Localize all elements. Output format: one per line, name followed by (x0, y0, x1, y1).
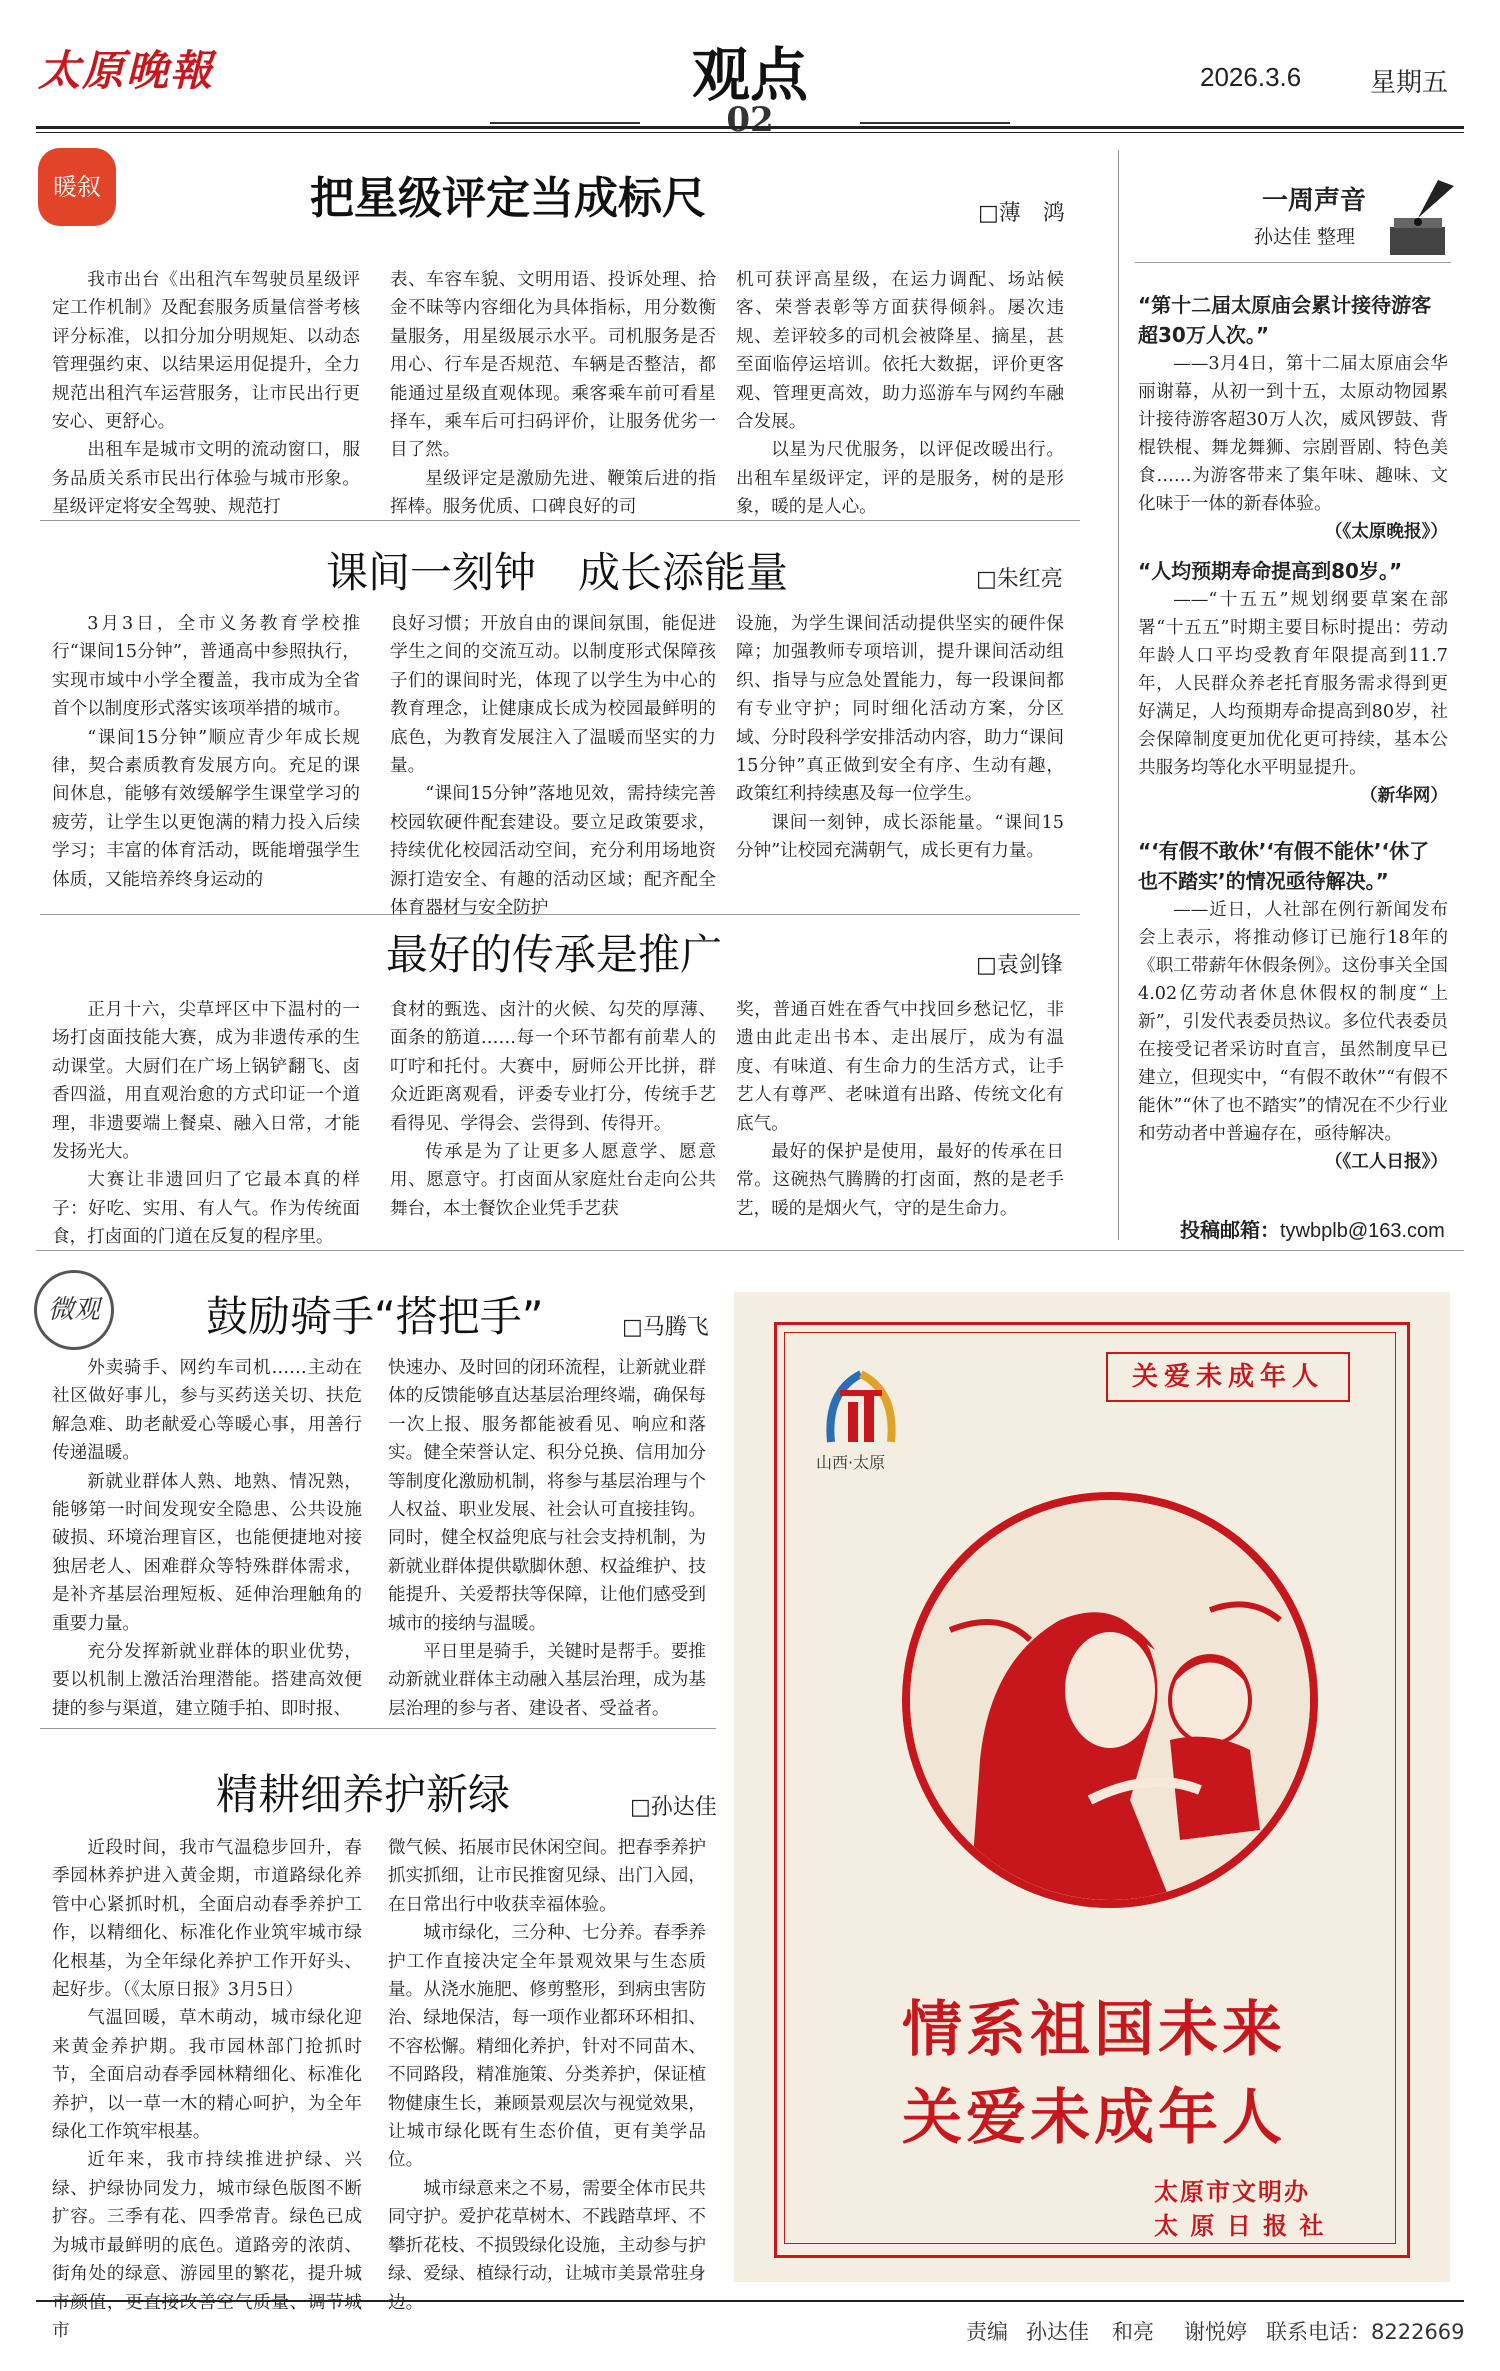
article-title: 把星级评定当成标尺 (310, 173, 706, 224)
footer-editor: 和亮 (1112, 2320, 1154, 2344)
paragraph: “课间15分钟”顺应青少年成长规律，契合素质教育发展方向。充足的课间休息，能够有效缓解学生课堂学习的疲劳，让学生以更饱满的精力投入后续学习；丰富的体育活动，既能增强学生体质，又能培养终身运动的 (52, 727, 360, 890)
paragraph: 外卖骑手、网约车司机……主动在社区做好事儿，参与买药送关切、扶危解急难、助老献爱心等暖心事，用善行传递温暖。 (52, 1358, 362, 1464)
paragraph: 我市出台《出租汽车驾驶员星级评定工作机制》及配套服务质量信誉考核评分标准，以扣分加分明规矩、以动态管理强约束、以结果运用促提升，全力规范出租汽车运营服务，让市民出行更安心、更舒心。 (52, 270, 360, 433)
sidebar-quote: “人均预期寿命提高到80岁。” (1138, 559, 1403, 583)
paragraph: 城市绿化，三分种、七分养。春季养护工作直接决定全年景观效果与生态质量。从浇水施肥、修剪整形，到病虫害防治、绿地保洁，每一项作业都环环相扣、不容松懈。精细化养护，针对不同苗木、不同路段，精准施策、分类养护，保证植物健康生长，兼顾景观层次与视觉效果，让城市绿化既有生态价值，更有美学品位。 (388, 1923, 706, 2171)
article-author: □孙达佳 (630, 1795, 717, 1820)
article-column (388, 1834, 706, 2317)
masthead-logo: 太原晚報 (38, 46, 215, 95)
sidebar-editor: 孙达佳 整理 (1254, 226, 1356, 248)
sidebar-body (1138, 896, 1448, 1148)
sidebar-source: （新华网） (1360, 785, 1448, 806)
mother-child-papercut-icon (910, 1500, 1310, 1900)
paragraph: 设施，为学生课间活动提供坚实的硬件保障；加强教师专项培训，提升课间活动组织、指导与应急处置能力，每一段课间都有专业守护；同时细化活动方案，分区域、分时段科学安排活动内容，助力“课间15分钟”真正做到安全有序、生动有趣，政策红利持续惠及每一位学生。 (736, 614, 1064, 805)
article-column (52, 996, 360, 1252)
article-column (390, 996, 716, 1223)
paragraph: 星级评定是激励先进、鞭策后进的指挥棒。服务优质、口碑良好的司 (390, 468, 716, 518)
paragraph: 奖，普通百姓在香气中找回乡愁记忆，非遗由此走出书本、走出展厅，成为有温度、有味道、有生命力的生活方式，让手艺人有尊严、老味道有出路、传统文化有底气。 (736, 1000, 1064, 1134)
sidebar-body (1138, 350, 1448, 518)
paragraph: 出租车是城市文明的流动窗口，服务品质关系市民出行体验与城市形象。星级评定将安全驾驶、规范打 (52, 440, 360, 518)
paragraph: 最好的保护是使用，最好的传承在日常。这碗热气腾腾的打卤面，熬的是老手艺，暖的是烟火气，守的是生命力。 (736, 1142, 1064, 1219)
paragraph: 良好习惯；开放自由的课间氛围，能促进学生之间的交流互动。以制度形式保障孩子们的课间时光，体现了以学生为中心的教育理念，让健康成长成为校园最鲜明的底色，为教育发展注入了温暖而坚实的力量。 (390, 614, 716, 777)
paragraph: 充分发挥新就业群体的职业优势，要以机制上激活治理潜能。搭建高效便捷的参与渠道，建立随手拍、即时报、 (52, 1642, 362, 1719)
sidebar-divider (1118, 150, 1119, 1240)
section-title: 观点 (691, 41, 808, 109)
divider (40, 914, 1080, 915)
paragraph: 表、车容车貌、文明用语、投诉处理、拾金不昧等内容细化为具体指标，用分数衡量服务，用星级展示水平。司机服务是否用心、行车是否规范、车辆是否整洁，都能通过星级直观体现。乘客乘车前可看星择车，乘车后可扫码评价，让服务优劣一目了然。 (390, 270, 716, 461)
paragraph: 城市绿意来之不易，需要全体市民共同守护。爱护花草树木、不践踏草坪、不攀折花枝、不损毁绿化设施，主动参与护绿、爱绿、植绿行动，让城市美景常驻身边。 (388, 2178, 706, 2313)
paragraph: 以星为尺优服务，以评促改暖出行。出租车星级评定，评的是服务，树的是形象，暖的是人心。 (736, 440, 1064, 518)
paragraph: 近年来，我市持续推进护绿、兴绿、护绿协同发力，城市绿色版图不断扩容。三季有花、四季常青。绿色已成为城市最鲜明的底色。道路旁的浓荫、街角处的绿意、游园里的繁花，提升城市颜值，更直接改善空气质量、调节城市 (52, 2150, 362, 2341)
paragraph: 气温回暖，草木萌动，城市绿化迎来黄金养护期。我市园林部门抢抓时节，全面启动春季园林精细化、标准化养护，以一草一木的精心呵护，为全年绿化工作筑牢根基。 (52, 2008, 362, 2143)
poster-org-line2: 太 原 日 报 社 (1154, 2211, 1326, 2240)
paragraph: 新就业群体人熟、地熟、情况熟，能够第一时间发现安全隐患、公共设施破损、环境治理盲区，也能便捷地对接独居老人、困难群众等特殊群体需求，是补齐基层治理短板、延伸治理触角的重要力量。 (52, 1471, 362, 1634)
paragraph: “课间15分钟”落地见效，需持续完善校园软硬件配套建设。要立足政策要求，持续优化校园活动空间，充分利用场地资源打造安全、有趣的活动区域；配齐配全体育器材与安全防护 (390, 784, 716, 919)
footer-editor-label: 责编 (966, 2320, 1008, 2344)
divider (40, 1728, 716, 1729)
paragraph: 课间一刻钟，成长添能量。“课间15分钟”让校园充满朝气，成长更有力量。 (736, 812, 1064, 862)
sidebar-quote: “第十二届太原庙会累计接待游客超30万人次。” (1138, 293, 1432, 347)
paragraph: 食材的甄选、卤汁的火候、勾芡的厚薄、面条的筋道……每一个环节都有前辈人的叮咛和托付。大赛中，厨师公开比拼，群众近距离观看，评委专业打分，传统手艺看得见、学得会、尝得到、传得开。 (390, 1000, 716, 1134)
sidebar-quote: “‘有假不敢休’‘有假不能休’‘休了也不踏实’的情况亟待解决。” (1138, 839, 1430, 893)
paragraph: 平日里是骑手，关键时是帮手。要推动新就业群体主动融入基层治理，成为基层治理的参与者、建设者、受益者。 (388, 1642, 706, 1719)
article-author: □朱红亮 (976, 567, 1063, 592)
article-column (736, 610, 1064, 866)
footer-phone: 联系电话：8222669 (1266, 2320, 1465, 2344)
paragraph: ——“十五五”规划纲要草案在部署“十五五”时期主要目标时提出：劳动年龄人口平均受教育年限提高到11.7年，人民群众养老托育服务需求得到更好满足，人均预期寿命提高到80岁，社会保障制度更加优化更可持续，基本公共服务均等化水平明显提升。 (1138, 590, 1448, 778)
weiguan-badge: 微观 (34, 1270, 114, 1350)
poster-org-line1: 太原市文明办 (1154, 2177, 1310, 2206)
nuanxu-badge: 暖叙 (38, 148, 116, 226)
article-column (52, 266, 360, 522)
article-column (52, 1354, 362, 1723)
article-author: □薄 鸿 (978, 201, 1065, 226)
article-column (52, 1834, 362, 2345)
article-column (388, 1354, 706, 1723)
email-label: 投稿邮箱： (1180, 1220, 1280, 1242)
paragraph: 3月3日，全市义务教育学校推行“课间15分钟”，普通高中参照执行，实现市域中小学全覆盖，我市成为全省首个以制度形式落实该项举措的城市。 (52, 614, 360, 720)
poster-illustration (902, 1492, 1318, 1908)
sidebar-source: （《工人日报》） (1324, 1151, 1448, 1172)
paragraph: 微气候、拓展市民休闲空间。把春季养护抓实抓细，让市民推窗见绿、出门入园，在日常出行中收获幸福体验。 (388, 1838, 706, 1915)
poster-label: 关爱未成年人 (1106, 1352, 1350, 1402)
gramophone-icon (1380, 172, 1460, 262)
public-service-poster (734, 1292, 1450, 2282)
poster-slogan-line1: 情系祖国未来 (902, 1995, 1286, 2065)
paragraph: 近段时间，我市气温稳步回升，春季园林养护进入黄金期，市道路绿化养管中心紧抓时机，全面启动春季养护工作，以精细化、标准化作业筑牢城市绿化根基，为全年绿化养护工作开好头、起好步。（《太原日报》3月5日） (52, 1838, 362, 2001)
header-rule-thin (36, 132, 1464, 133)
footer-editor: 谢悦婷 (1184, 2320, 1247, 2344)
sidebar-heading: 一周声音 (1262, 186, 1367, 216)
divider (1135, 262, 1451, 263)
sidebar-item (1138, 290, 1448, 546)
footer-rule (36, 2300, 1464, 2302)
article-column (390, 610, 716, 922)
poster-slogan-line2: 关爱未成年人 (902, 2083, 1286, 2153)
article-column (736, 996, 1064, 1223)
article-title: 最好的传承是推广 (386, 930, 723, 979)
article-column (390, 266, 716, 522)
paragraph: 正月十六，尖草坪区中下温村的一场打卤面技能大赛，成为非遗传承的生动课堂。大厨们在广场上锅铲翻飞、卤香四溢，用直观治愈的方式印证一个道理，非遗要端上餐桌、融入日常，才能发扬光大。 (52, 1000, 360, 1163)
email-address[interactable]: tywbplb@163.com (1280, 1220, 1445, 1242)
submission-email[interactable] (1180, 1214, 1445, 1243)
article-title: 精耕细养护新绿 (216, 1770, 511, 1819)
poster-logo-text: 山西·太原 (816, 1453, 886, 1472)
sidebar-body (1138, 586, 1448, 782)
paragraph: 大赛让非遗回归了它最本真的样子：好吃、实用、有人气。作为传统面食，打卤面的门道在反复的程序里。 (52, 1170, 360, 1248)
paragraph: ——3月4日，第十二届太原庙会华丽谢幕，从初一到十五，太原动物园累计接待游客超30万人次，威风锣鼓、背棍铁棍、舞龙舞狮、宗剧晋剧、特色美食……为游客带来了集年味、趣味、文化味于一体的新春体验。 (1138, 354, 1448, 514)
article-author: □马腾飞 (622, 1315, 709, 1340)
divider (40, 520, 1080, 521)
article-column (736, 266, 1064, 522)
paragraph: 快速办、及时回的闭环流程，让新就业群体的反馈能够直达基层治理终端，确保每一次上报、服务都能被看见、响应和落实。健全荣誉认定、积分兑换、信用加分等制度化激励机制，将参与基层治理与个人权益、职业发展、社会认可直接挂钩。同时，健全权益兜底与社会支持机制，为新就业群体提供歇脚休憩、权益维护、技能提升、关爱帮扶等保障，让他们感受到城市的接纳与温暖。 (388, 1358, 706, 1634)
issue-date: 2026.3.6 (1200, 62, 1302, 92)
article-author: □袁剑锋 (976, 953, 1063, 978)
divider (36, 1250, 1464, 1251)
sidebar-item (1138, 556, 1448, 810)
issue-weekday: 星期五 (1370, 67, 1449, 97)
article-column (52, 610, 360, 894)
paragraph: 传承是为了让更多人愿意学、愿意用、愿意守。打卤面从家庭灶台走向公共舞台，本土餐饮企业凭手艺获 (390, 1142, 716, 1219)
sidebar-source: （《太原晚报》） (1324, 521, 1448, 542)
page-number: 02 (640, 100, 860, 140)
article-title: 课间一刻钟 成长添能量 (326, 548, 789, 597)
footer-editor: 孙达佳 (1026, 2320, 1089, 2344)
sidebar-item (1138, 836, 1448, 1176)
article-title: 鼓励骑手“搭把手” (206, 1292, 544, 1341)
header-rule (36, 126, 1464, 129)
paragraph: ——近日，人社部在例行新闻发布会上表示，将推动修订已施行18年的《职工带薪年休假条例》。这份事关全国4.02亿劳动者休息休假权的制度“上新”，引发代表委员热议。多位代表委员在接受记者采访时直言，虽然制度早已建立，但现实中，“有假不敢休”“有假不能休”“休了也不踏实”的情况在不少行业和劳动者中普遍存在，亟待解决。 (1138, 900, 1448, 1144)
shanxi-taiyuan-logo-icon (816, 1362, 906, 1452)
paragraph: 机可获评高星级，在运力调配、场站候客、荣誉表彰等方面获得倾斜。屡次违规、差评较多的司机会被降星、摘星，甚至面临停运培训。依托大数据，评价更客观、管理更高效，助力巡游车与网约车融合发展。 (736, 270, 1064, 433)
